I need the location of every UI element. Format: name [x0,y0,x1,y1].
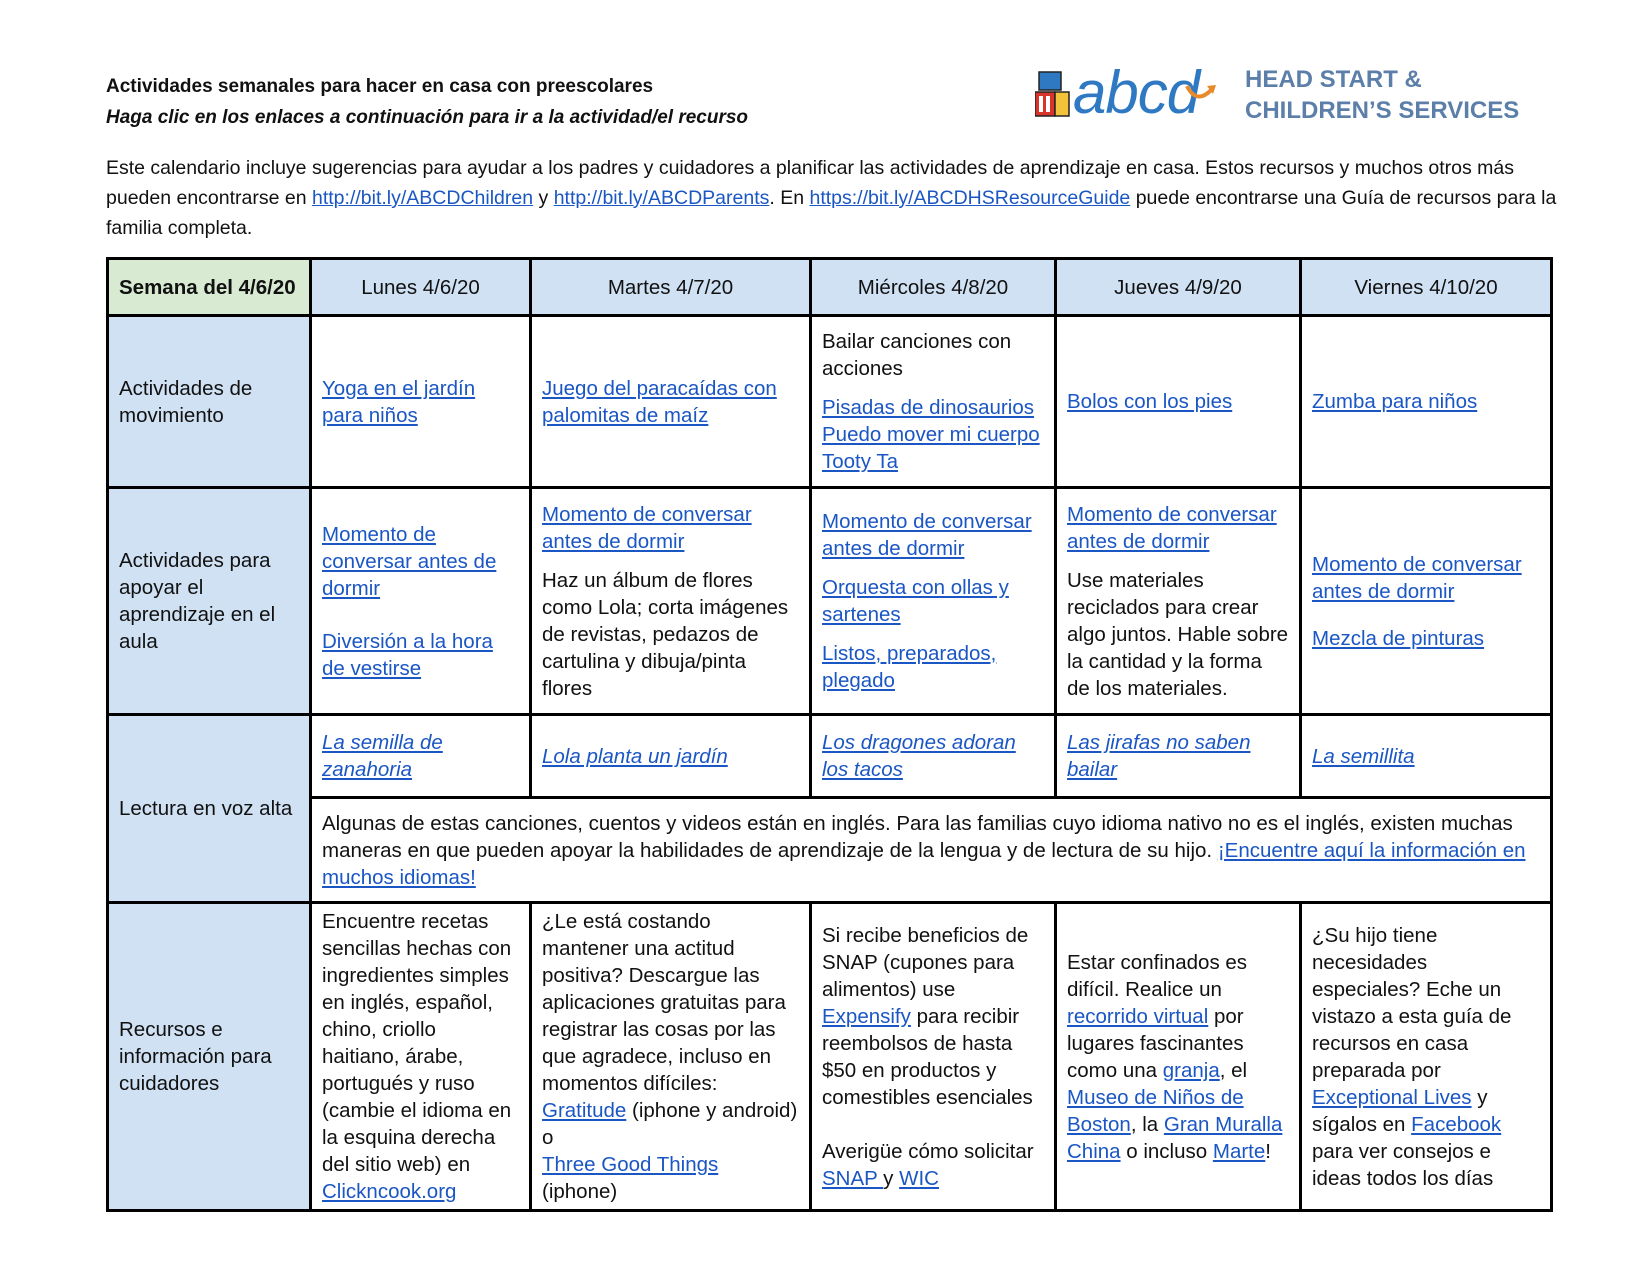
cell-text: Si recibe beneficios de SNAP (cupones para alimentos) use [822,923,1029,1001]
gratitude-link[interactable]: Gratitude [542,1099,627,1122]
cell [1301,488,1552,715]
book-link[interactable]: Los dragones adoran los tacos [822,731,1016,781]
farm-link[interactable]: granja [1162,1058,1220,1082]
cell-text: y [883,1166,900,1190]
cell [811,316,1056,488]
cell [1301,903,1552,1211]
day-header: Lunes 4/6/20 [311,259,531,316]
clickncook-link[interactable]: Clickncook.org [322,1180,457,1203]
virtual-tour-link[interactable]: recorrido virtual [1067,1004,1209,1028]
intro-link-resource-guide[interactable]: https://bit.ly/ABCDHSResourceGuide [809,187,1131,209]
activity-link[interactable]: Momento de conversar antes de dormir [822,510,1032,560]
cell-text: y sígalos en [1312,1085,1488,1136]
activity-link[interactable]: Momento de conversar antes de dormir [542,502,752,553]
spacer [822,382,1044,394]
cell-text: o incluso [1120,1139,1213,1163]
cell [811,903,1056,1211]
wic-link[interactable]: WIC [899,1166,939,1190]
book-link[interactable]: Lola planta un jardín [542,744,728,768]
cell-text: ¿Le está costando mantener una actitud positiva? Descargue las aplicaciones gratuitas para registrar las cosas por las que agradece, incluso en momentos difíciles: [542,910,786,1095]
cell-text: para recibir reembolsos de hasta $50 en productos y comestibles esenciales [822,1004,1033,1109]
cell-text: por lugares fascinantes como una [1067,1004,1244,1082]
cell [1056,903,1301,1211]
spacer [822,1111,1044,1138]
activity-link[interactable]: Momento de conversar antes de dormir [1312,552,1522,603]
cell [1056,316,1301,488]
activity-link[interactable]: Juego del paracaídas con palomitas de maíz [542,376,777,427]
activity-link[interactable]: Momento de conversar antes de dormir [322,522,497,600]
book-link[interactable]: Las jirafas no saben bailar [1067,731,1251,781]
toy-blocks-icon [1035,70,1071,118]
three-good-things-link[interactable]: Three Good Things [542,1153,719,1176]
cell [311,488,531,715]
logo-org-line1: HEAD START & [1245,66,1422,93]
activity-link[interactable]: Bolos con los pies [1067,390,1233,413]
cell-text: , el [1219,1058,1248,1082]
week-label: Semana del 4/6/20 [108,259,311,316]
cell [1301,715,1552,798]
page-subtitle: Haga clic en los enlaces a continuación para ir a la actividad/el recurso [106,107,749,128]
book-link[interactable]: La semillita [1312,744,1415,768]
activity-link[interactable]: Pisadas de dinosaurios [822,396,1034,419]
spacer [822,628,1044,640]
cell [1056,488,1301,715]
mars-link[interactable]: Marte [1212,1139,1266,1163]
cell-text: Averigüe cómo solicitar [822,1139,1034,1163]
logo-org-name [1245,64,1519,126]
exceptional-lives-link[interactable]: Exceptional Lives [1312,1085,1472,1109]
day-header: Miércoles 4/8/20 [811,259,1056,316]
spacer [822,562,1044,574]
row-label-resources: Recursos e información para cuidadores [108,903,311,1211]
intro-text: Este calendario incluye sugerencias para ayudar a los padres y cuidadores a planificar las actividades de aprendizaje en casa. Estos recursos y muchos otros más pueden encontrarse en [106,157,1514,209]
page-title: Actividades semanales para hacer en casa con preescolares [106,76,654,97]
cell [531,715,811,798]
boston-childrens-museum-link[interactable]: Museo de Niños de Boston [1067,1085,1244,1136]
intro-link-parents[interactable]: http://bit.ly/ABCDParents [553,187,770,209]
cell-text: o [542,1126,554,1149]
movement-row [108,316,1552,488]
book-link[interactable]: La semilla de zanahoria [322,731,443,781]
spacer [1312,605,1540,625]
snap-link[interactable]: SNAP [822,1166,884,1190]
logo-arrow-icon [1183,80,1219,108]
resources-row [108,903,1552,1211]
cell [311,903,531,1211]
cell-text: , la [1130,1112,1164,1136]
intro-text: . En [769,187,810,209]
row-label-reading: Lectura en voz alta [108,715,311,903]
activity-link[interactable]: Orquesta con ollas y sartenes [822,576,1009,626]
reading-note-row [108,798,1552,903]
classroom-row [108,488,1552,715]
spacer [322,602,519,628]
cell [531,316,811,488]
intro-text: puede encontrarse una Guía de recursos para la familia completa. [106,187,1557,239]
cell [311,316,531,488]
cell [1301,316,1552,488]
abcd-logo [1035,59,1555,132]
day-header: Viernes 4/10/20 [1301,259,1552,316]
intro-text: y [533,187,554,209]
cell-text: Estar confinados es difícil. Realice un [1067,950,1248,1001]
cell [311,715,531,798]
cell [531,903,811,1211]
header-row [108,259,1552,316]
row-label-classroom: Actividades para apoyar el aprendizaje en el aula [108,488,311,715]
cell-text: para ver consejos e ideas todos los días [1312,1139,1494,1190]
cell-text: (iphone) [542,1180,618,1203]
logo-org-line2: CHILDREN’S SERVICES [1245,97,1520,124]
spacer [1067,555,1289,567]
activity-link[interactable]: Momento de conversar antes de dormir [1067,502,1277,553]
cell-text: Encuentre recetas sencillas hechas con ingredientes simples en inglés, español, chino, criollo haitiano, árabe, portugués y ruso (cambie el idioma en la esquina derecha del sitio web) en [322,910,512,1176]
intro-link-children[interactable]: http://bit.ly/ABCDChildren [312,187,534,209]
cell-text: ! [1265,1139,1271,1163]
logo-wordmark: abcd [1073,59,1200,126]
facebook-link[interactable]: Facebook [1411,1112,1502,1136]
activity-link[interactable]: Mezcla de pinturas [1312,626,1485,650]
note-text: Algunas de estas canciones, cuentos y videos están en inglés. Para las familias cuyo idioma nativo no es el inglés, existen muchas maneras en que pueden apoyar la habilidades de aprendizaje de la lengua y de lectura de su hijo. [322,811,1513,862]
cell [531,488,811,715]
activity-link[interactable]: Listos, preparados, plegado [822,642,997,692]
activity-link[interactable]: Yoga en el jardín para niños [322,376,476,427]
day-header: Martes 4/7/20 [531,259,811,316]
cell-text: Bailar canciones con acciones [822,330,1012,380]
intro-paragraph [106,153,1561,243]
weekly-calendar-table [106,257,1553,1212]
activity-link[interactable]: Puedo mover mi cuerpo [822,423,1040,446]
reading-row [108,715,1552,798]
row-label-movement: Actividades de movimiento [108,316,311,488]
day-header: Jueves 4/9/20 [1056,259,1301,316]
cell-text: (iphone y android) [626,1099,798,1122]
great-wall-link[interactable]: Gran Muralla China [1067,1112,1283,1163]
activity-link[interactable]: Diversión a la hora de vestirse [322,629,493,680]
cell-text: Haz un álbum de flores como Lola; corta imágenes de revistas, pedazos de cartulina y dibuja/pinta flores [542,568,789,700]
languages-link[interactable]: ¡Encuentre aquí la información en muchos idiomas! [322,838,1526,889]
cell [811,715,1056,798]
cell [811,488,1056,715]
spacer [542,555,799,567]
cell-text: Use materiales reciclados para crear algo juntos. Hable sobre la cantidad y la forma de los materiales. [1067,568,1289,700]
language-note [311,798,1552,903]
expensify-link[interactable]: Expensify [822,1004,911,1028]
cell-text: ¿Su hijo tiene necesidades especiales? Eche un vistazo a esta guía de recursos en casa preparada por [1312,923,1512,1082]
activity-link[interactable]: Tooty Ta [822,450,898,473]
activity-link[interactable]: Zumba para niños [1312,390,1478,413]
cell [1056,715,1301,798]
